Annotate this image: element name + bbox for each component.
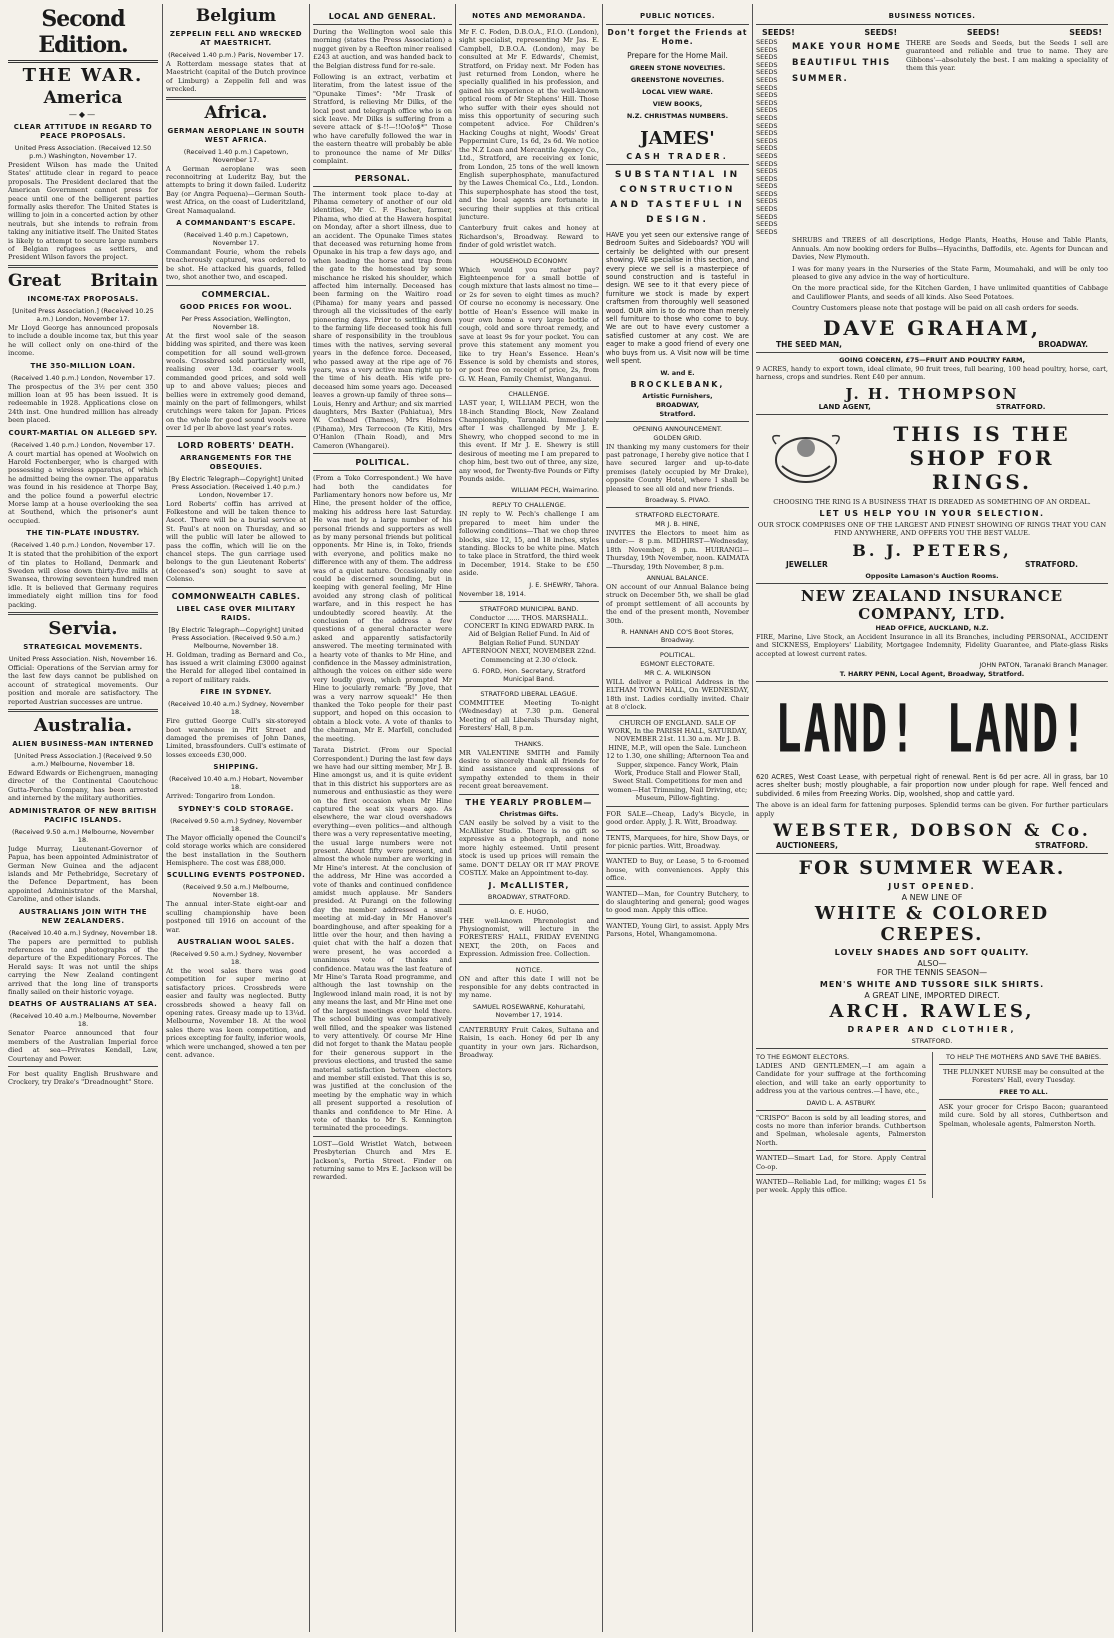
- ad-text: WANTED, Young Girl, to assist. Apply Mrs Parsons, Hotel, Whangamomona.: [606, 921, 749, 939]
- seeds-word: SEEDS: [756, 83, 778, 92]
- ad-line: Opposite Lamason's Auction Rooms.: [865, 571, 999, 580]
- cherub-ring-illustration: [756, 418, 856, 498]
- seeds-word: SEEDS: [756, 182, 778, 191]
- seeds-word: SEEDS: [756, 220, 778, 229]
- servia-heading: Servia.: [48, 618, 118, 640]
- thompson-title: J. H. THOMPSON: [845, 384, 1019, 403]
- section-heading: PUBLIC NOTICES.: [639, 12, 716, 20]
- article-heading: AUSTRALIANS JOIN WITH THE NEW ZEALANDERS.: [18, 907, 148, 925]
- ad-text: The above is an ideal farm for fattening purposes. Splendid terms can be given. For further particulars apply: [756, 801, 1108, 818]
- article-heading: DEATHS OF AUSTRALIANS AT SEA.: [8, 1000, 158, 1009]
- article-text: Commandant Fourie, whom the rebels treacherously captured, was ordered to be shot. He attacked his guards, felled two, shot another two, and escaped.: [166, 248, 306, 282]
- ad-heading: EGMONT ELECTORATE.: [640, 660, 715, 668]
- seeds-word: SEEDS: [756, 91, 778, 100]
- war-heading: THE WAR.: [22, 65, 144, 86]
- edition-title: Second Edition.: [8, 6, 158, 63]
- lost-watch-notice: LOST—Gold Wristlet Watch, between Presbyterian Church and Mrs E. Jackson's, Portia Street. Finder on returning same to Mrs E. Jackson will be rewarded.: [313, 1139, 452, 1182]
- dateline: United Press Association. (Received 12.50 p.m.) Washington, November 17.: [14, 144, 152, 160]
- article-text: Mr F. C. Foden, D.B.O.A., F.I.O. (London), sight specialist, representing Mr Jas. E. Campbell, D.B.O.A. (London), may be consulted at Mr F. Edwards', Chemist, Stratford, on Friday next. Mr Foden has just returned from London, where he specially qualified in his profession, and gained his experience at the well-known optical room of Mr Stephens' Hill. Those who suffer with their eyes should not miss this opportunity of securing such competent advice. For Children's Hacking Coughs at night, Woods' Great Peppermint Cure, 1s 6d, 2s 6d. We notice the N.Z Loan and Mercantile Agency Co., Ltd., Stratford, are receiving ex Ionic, from London, 25 tons of the well known English superphosphate, manufactured by the Lawes Chemical Co., Ltd., London. This superphosphate has stood the test, and the local agents are fortunate in securing their supplies at this critical juncture.: [459, 28, 599, 221]
- ad-text: THE well-known Phrenologist and Physiognomist, will lecture in the FORESTERS' HALL, FRIDAY EVENING NEXT, the 20th, on Faces and Expression. Admission free. Collection.: [459, 916, 599, 959]
- column-rule: [309, 4, 310, 1632]
- ad-heading: OPENING ANNOUNCEMENT.: [632, 424, 723, 433]
- belgium-heading: Belgium: [195, 6, 277, 26]
- ad-text: WANTED—Man, for Country Butchery, to do slaughtering and general; good wages to good man. Apply this office.: [606, 889, 749, 915]
- article-text: The Mayor officially opened the Council's cold storage works which are considered the best installation in the Southern Hemisphere. The cost was £88,000.: [166, 833, 306, 867]
- section-heading: POLITICAL.: [355, 458, 410, 468]
- article-heading: THE 350-MILLION LOAN.: [30, 361, 136, 370]
- ad-signature: Broadway. S. PIVAO.: [645, 495, 710, 504]
- seeds-word: SEEDS: [756, 113, 778, 122]
- ad-line: JEWELLER: [786, 559, 828, 569]
- ad-text: On the more practical side, for the Kitchen Garden, I have unlimited quantities of Cabbage and Cauliflower Plants, and seeds of all kinds. Also Seed Potatoes.: [792, 284, 1108, 301]
- brushware-ad: For best quality English Brushware and Crockery, try Drake's "Dreadnought" Store.: [8, 1070, 158, 1087]
- article-text: Lord Roberts' coffin has arrived at Folkestone and will be taken thence to Ascot. There will be a burial service at St. Paul's at noon on Thursday, and so will the public will later be allowed to pass the coffin, which will lie on the chancel steps. The gun carriage used belongs to the gun Lieutenant Roberts' (deceased's son) sought to save at Colenso.: [166, 499, 306, 584]
- dateline: (Received 9.50 a.m.) Melbourne, November 18.: [182, 883, 290, 900]
- section-heading: BUSINESS NOTICES.: [888, 12, 976, 20]
- ad-subheading: CASH TRADER.: [626, 152, 729, 161]
- section-heading: COMMERCIAL.: [201, 289, 271, 299]
- seeds-header: SEEDS!: [1069, 28, 1102, 37]
- article-text: The papers are permitted to publish references to and photographs of the departure of the Expeditionary Forces. The Herald says: It was not until the ships carrying the New Zealand contingent arrived that the long line of transports finally sailed on their historic voyage.: [8, 937, 158, 996]
- seedman-line: [756, 340, 1108, 349]
- ad-heading: TO HELP THE MOTHERS AND SAVE THE BABIES.: [945, 1052, 1102, 1061]
- ad-text: Which would you rather pay? Eighteenpence for a small bottle of cough mixture that lasts almost no time—or 2s for seven to eight times as much? Of course no economy is necessary. One bottle of Hean's Essence will make in your own home a very large bottle of cough, cold and sore throat remedy, and save at least 9s for your pocket. You can prove this statement any moment you like to try Hean's Essence. Hean's Essence is sold by chemists and stores, or post free on receipt of price, 2s, from G. W. Hean, Family Chemist, Wanganui.: [459, 265, 599, 383]
- article-text: Canterbury fruit cakes and honey at Richardson's, Broadway. Reward to finder of gold wristlet watch.: [459, 224, 599, 250]
- column-war-news: [8, 4, 158, 1090]
- dateline: United Press Association. Nish, November 16.: [8, 655, 158, 664]
- ad-signature: R. HANNAH AND CO'S Boot Stores, Broadway.: [621, 628, 734, 644]
- dateline: (Received 1.40 p.m.) Capetown, November 17.: [183, 147, 289, 164]
- dateline: [United Press Association.] (Received 10.25 a.m.) London, November 17.: [12, 306, 154, 323]
- ad-line: MEN'S WHITE AND TUSSORE SILK SHIRTS.: [819, 979, 1045, 989]
- seeds-word: SEEDS: [756, 197, 778, 206]
- bottom-ads-left: [756, 1052, 926, 1198]
- ad-text: MR VALENTINE SMITH and Family desire to sincerely thank all friends for kind assistance and expressions of sympathy extended to them in their recent great bereavement.: [459, 748, 599, 791]
- ad-line: LAND AGENT,: [818, 402, 871, 411]
- rings-ad: [756, 418, 1108, 498]
- article-heading: SYDNEY'S COLD STORAGE.: [178, 804, 294, 813]
- dateline: (Received 1.40 p.m.) Paris, November 17.: [168, 51, 304, 59]
- ad-heading: THANKS.: [514, 739, 544, 748]
- dave-graham-title: DAVE GRAHAM,: [823, 315, 1041, 340]
- seeds-word: SEEDS: [756, 45, 778, 54]
- article-text: President Wilson has made the United States' attitude clear in regard to peace proposals. The President declared that the American Government cannot press for peace until one of the belligerent parties formally asks therefor. The United States is willing to join in a concerted action by other neutrals, but she intends to refrain from taking any initiative itself. The United States is likely to attempt to secure large numbers of Belgian refugees as settlers, and President Wilson favors the project.: [8, 161, 158, 262]
- ad-heading: HOUSEHOLD ECONOMY.: [490, 256, 568, 265]
- seeds-word: SEEDS: [756, 75, 778, 84]
- article-heading: ARRANGEMENTS FOR THE OBSEQUIES.: [180, 453, 292, 471]
- dateline: (Received 1.40 p.m.) London, November 17.: [10, 373, 156, 382]
- ad-text: ASK your grocer for Crispo Bacon; guaranteed mild cure. Sold by all stores, Cuthbertson and Spelman, wholesale agents, Palmerston North.: [939, 1102, 1108, 1128]
- ad-line: STRATFORD.: [911, 1036, 953, 1045]
- ad-signature: G. FORD, Hon. Secretary, Stratford Municipal Band.: [472, 667, 586, 683]
- seeds-header: SEEDS!: [966, 28, 1000, 37]
- column-rule: [162, 4, 163, 1632]
- article-heading: AUSTRALIAN WOOL SALES.: [177, 937, 295, 946]
- ad-text: 9 ACRES, handy to export town, ideal climate, 90 fruit trees, full bearing, 100 head poultry, horse, cart, harness, crops and sundries. Rent £40 per annum.: [756, 364, 1108, 382]
- article-text: (From a Toko Correspondent.) We have had both the candidates for Parliamentary honors now before us, Mr Hine, the present holder of the office, making his address here last Saturday. He was met by a large number of his personal friends and supporters as well as by many personal friends but political opponents. Mr Hine is, in Toko, friends with everyone, and politics make no difference with any of them. The address was of a quiet nature. Occasionally one could be discerned sounding, but in keeping with general feeling, Mr Hine avoided any strong clash of political warfare, and in this respect he has undoubtedly scored heavily. At the conclusion of the address a few questions of a general character were asked and apparently satisfactorily answered. The meeting terminated with a hearty vote of thanks to Mr Hine, and confidence in the Massey administration, although the voices on either side were very loudly given, which prompted Mr Hine to jocularly remark: "By Jove, that was a very narrow squeak!" He then thanked the Toko people for their past support, and hoped on this occasion to obtain a block vote. A vote of thanks to the chairman, Mr E. Marfell, concluded the meeting.: [313, 474, 452, 743]
- article-heading: GERMAN AEROPLANE IN SOUTH WEST AFRICA.: [167, 126, 305, 144]
- section-heading: LORD ROBERTS' DEATH.: [177, 440, 295, 450]
- ad-line: Stratford.: [659, 409, 696, 418]
- ad-line: AUCTIONEERS,: [776, 840, 838, 850]
- cherub-ring-icon: [764, 426, 848, 490]
- auctioneers-line: [756, 841, 1108, 850]
- ad-subheading: HEAD OFFICE, AUCKLAND, N.Z.: [875, 623, 989, 632]
- dateline: (Received 10.40 a.m.) Melbourne, November 18.: [9, 1012, 157, 1029]
- article-text: The interment took place to-day at Pihama cemetery of another of our old identities, Mr C. F. Fischer, farmer, Pihama, who died at the Hawera hospital on Monday, after a short illness, due to an accident. The Opunake Times states that deceased was returning home from Opunake in his trap a few days ago, and when leading the horse and trap from the gate to the homestead by some mischance he risked his shoulder, which affected him internally. Deceased has been farming on the Waitiro road (Pihama) for many years and passed through all the vicissitudes of the early pioneering days. Prior to settling down to the farming life deceased took his full share of responsibility in the troublous times with the natives, serving several years in the defence force. Deceased, who passed away at the ripe age of 76 years, was a very active man right up to the time of his death. His wife pre-deceased him some years ago. Deceased leaves a grown-up family of three sons—Louis, Henry and Arthur; and six married daughters, Mrs Baxter (Pahiatua), Mrs W. Coxhead (Thames), Mrs Holmes (Pihama), Mrs Terrecoon (Te Kiti), Mrs O'Hanlon (Thain Road), and Mrs Cameron (Whangarei).: [313, 189, 452, 450]
- ad-subheading: MR C. A. WILKINSON: [644, 669, 711, 677]
- section-heading: LOCAL AND GENERAL.: [328, 12, 437, 21]
- ad-signature: T. HARRY PENN, Local Agent, Broadway, Stratford.: [839, 669, 1025, 678]
- ad-line: GREEN STONE NOVELTIES.: [629, 64, 726, 72]
- ad-text: IN thanking my many customers for their past patronage, I hereby give notice that I have secured larger and up-to-date premises (lately occupied by Mr Drake), opposite County Hotel, where I shall be pleased to see all old and new friends.: [606, 442, 749, 493]
- ad-text: LAST year, I, WILLIAM PECH, won the 18-inch Standing Block, New Zealand Championship, Taranaki. Immediately after I was challenged by Mr J. E. Shewry, who chopped second to me in this event. If Mr J. E. Shewry is still desirous of meeting me I am prepared to chop him, best two out of three, any size, any wood, for Twenty-five Pounds or Fifty Pounds aside.: [459, 399, 599, 483]
- seeds-slogan: [788, 39, 906, 236]
- seeds-word: SEEDS: [756, 60, 778, 69]
- article-heading: ZEPPELIN FELL AND WRECKED AT MAESTRICHT.: [169, 30, 303, 47]
- ad-signature: DAVID L. A. ASTBURY.: [806, 1098, 876, 1107]
- dateline: (Received 1.40 p.m.) Capetown, November 17.: [183, 231, 289, 248]
- article-heading: LIBEL CASE OVER MILITARY RAIDS.: [176, 604, 296, 622]
- article-heading: ALIEN BUSINESS-MAN INTERNED: [12, 740, 154, 749]
- seeds-word: SEEDS: [756, 121, 778, 130]
- article-text: Tarata District. (From our Special Correspondent.) During the last few days we have had our sitting member, Mr J. B. Hine amongst us, and it is quite evident that in this district his supporters are as numerous and enthusiastic as they were on the first occasion when Mr Hine captured the seat six years ago. As elsewhere, the war cloud overshadows everything—even politics—and although there was a very representative meeting, the usual large numbers were not present. About fifty were present, and almost the whole number are working in Mr Hine's interest. At the conclusion of the address, Mr Hine was accorded a vote of thanks and continued confidence amidst much applause. Mr Sanders presided. At Purangi on the following day the member addressed a small meeting at mid-day in Mr Hanover's boardinghouse, and after speaking for a little over the hour, and then having a quiet chat with the half a dozen that were present, he was accorded a unanimous vote of thanks and confidence. Matau was the last feature of Mr Hine's Tarata Road programme, and although the last township on the Inglewood inland main road, it is not by any means the last, and Mr Hine met one of the largest meetings ever held there. The school building was comparatively well filled, and the speaker was listened to very attentively. Of course Mr Hine did not forget to thank the Matau people for their generous support in the previous elections, and trusted the same material satisfaction between electors and member still existed. That this is so, was justified at the conclusion of the meeting by the emphatic way in which all present supported a resolution of thanks and confidence to Mr Hine. A vote of thanks to Mr S. Kennington terminated the proceedings.: [313, 746, 452, 1133]
- section-heading: PERSONAL.: [354, 173, 411, 183]
- webster-title: WEBSTER, DOBSON & Co.: [773, 820, 1091, 841]
- ad-heading: Don't forget the Friends at Home.: [607, 28, 748, 46]
- bottom-ads-right: [939, 1052, 1108, 1198]
- ad-text: ON and after this date I will not be responsible for any debts contracted in my name.: [459, 974, 599, 1000]
- dateline: (Received 10.40 a.m.) Hobart, November 18.: [168, 775, 304, 792]
- seeds-word: SEEDS: [756, 189, 778, 198]
- ad-line: DRAPER AND CLOTHIER,: [847, 1024, 1017, 1034]
- ad-signature: SAMUEL ROSEWARNE, Kohuratahi, November 17, 1914.: [472, 1002, 586, 1019]
- article-heading: A COMMANDANT'S ESCAPE.: [176, 219, 296, 228]
- ad-signature: J. McALLISTER,: [488, 880, 570, 890]
- seeds-text: [906, 39, 1108, 236]
- ad-line: LOCAL VIEW WARE.: [642, 88, 713, 96]
- ad-signature: BROCKLEBANK,: [630, 379, 725, 389]
- ad-text: IN reply to W. Pech's challenge I am prepared to meet him under the following conditions—That we chop three blocks, size 12, 15, and 18 inches, styles standing. Blocks to be white pine. Match to take place in Stratford, the third week in December, 1914. Stake to be £50 aside.: [459, 510, 599, 578]
- ad-heading: ANNUAL BALANCE.: [646, 573, 709, 582]
- article-heading: THE TIN-PLATE INDUSTRY.: [26, 529, 140, 538]
- ad-text: CANTERBURY Fruit Cakes, Sultana and Raisin, 1s each. Honey 6d per lb any quantity in your own jars. Richardson, Broadway.: [459, 1025, 599, 1059]
- rings-line: THIS IS THE: [893, 421, 1071, 446]
- article-text: A Rotterdam message states that at Maestricht (capital of the Dutch province of Limburg) a Zeppelin fell and was wrecked.: [166, 60, 306, 94]
- article-text: Senator Pearce announced that four members of the Australian Imperial force died at sea—Privates Kendall, Law, Courtenay and Power.: [8, 1029, 158, 1063]
- article-text: It is stated that the prohibition of the export of tin plates to Holland, Denmark and Sweden will close down thirty-five mills at Swansea, throwing seventeen hundred men idle. It is believed that Germany requires immediately eight million tins for food packing.: [8, 550, 158, 609]
- seeds-word: SEEDS: [756, 151, 778, 160]
- summer-title: FOR SUMMER WEAR.: [798, 856, 1066, 879]
- article-heading: SHIPPING.: [213, 763, 259, 772]
- ad-subheading: Christmas Gifts.: [499, 809, 559, 818]
- ad-line: FREE TO ALL.: [999, 1087, 1048, 1096]
- ad-line: THE SEED MAN,: [776, 339, 843, 349]
- ad-heading: POLITICAL.: [659, 651, 696, 659]
- great-britain-heading: Great Britain: [8, 270, 158, 291]
- article-text: The prospectus of the 3½ per cent 350 million loan at 95 has been issued. It is redeemable in 1928. Applications close on 24th inst. One hundred million has already been placed.: [8, 382, 158, 425]
- ad-line: STRATFORD.: [1035, 840, 1088, 850]
- ad-signature: WILLIAM PECH, Waimarino.: [511, 486, 599, 495]
- dateline: (Received 1.40 p.m.) London, November 17.: [10, 440, 156, 449]
- article-heading: SCULLING EVENTS POSTPONED.: [166, 871, 306, 880]
- column-rule: [752, 4, 753, 1632]
- dateline: (Received 10.40 a.m.) Sydney, November 18.: [168, 700, 304, 717]
- dateline: (Received 1.40 p.m.) London, November 17.: [10, 541, 156, 550]
- seeds-word: SEEDS: [756, 106, 778, 115]
- ad-text: COMMITTEE Meeting To-night (Wednesday) at 7.30 p.m. General Meeting of all Liberals Thursday night, Foresters' Hall, 8 p.m.: [459, 699, 599, 733]
- seeds-word: SEEDS: [756, 98, 778, 107]
- seeds-header: SEEDS!: [864, 28, 898, 37]
- ad-signature: J. E. SHEWRY, Tahora.: [529, 580, 599, 589]
- article-text: Following is an extract, verbatim et literatim, from the latest issue of the "Opunake Times": "Mr Trask of Stratford, is relieving Mr Dilks, of the local post and telegraph office who is on sick leave. Mr Dilks is suffering from a severe attack of $-!!—!!Oo!o$*" Those who have carefully followed the war in the eastern theatre will probably be able to pronounce the name of Mr Dilks' complaint.: [313, 73, 452, 166]
- seeds-word: SEEDS: [756, 144, 778, 153]
- ad-text: CHOOSING THE RING IS A BUSINESS THAT IS DREADED AS SOMETHING OF AN ORDEAL.: [773, 497, 1091, 506]
- dateline: (Received 9.50 a.m.) Melbourne, November 18.: [11, 827, 155, 844]
- column-business-notices: [756, 4, 1108, 1198]
- dateline: (Received 9.50 a.m.) Sydney, November 18.: [170, 816, 302, 833]
- rings-title: [856, 422, 1108, 494]
- ad-text: CAN easily be solved by a visit to the McAllister Studio. There is no gift so expressive as a photograph, and none more highly esteemed. Until present stock is used up prices will remain the same. DON'T DELAY OR IT MAY PROVE COSTLY. Make an Appointment to-day.: [459, 818, 599, 878]
- land-title: LAND! LAND!: [775, 691, 1089, 768]
- ad-text: "CRISPO" Bacon is sold by all leading stores, and costs no more than inferior brands. Cuthbertson and Spelman, wholesale agents, Palmerston North.: [756, 1113, 926, 1147]
- seeds-list: [756, 39, 788, 236]
- ad-text: OUR STOCK COMPRISES ONE OF THE LARGEST AND FINEST SHOWING OF RINGS THAT YOU CAN FIND ANYWHERE, AND OFFERS YOU THE BEST VALUE.: [757, 520, 1107, 538]
- column-rule: [602, 4, 603, 1632]
- seeds-word: SEEDS: [756, 167, 778, 176]
- australia-heading: Australia.: [33, 715, 133, 737]
- article-heading: GOOD PRICES FOR WOOL.: [179, 302, 293, 311]
- section-heading: COMMONWEALTH CABLES.: [171, 591, 301, 601]
- ad-text: FOR SALE—Cheap, Lady's Bicycle, in good order. Apply, J. R. Witt, Broadway.: [606, 809, 749, 827]
- ad-line: A GREAT LINE, IMPORTED DIRECT.: [864, 990, 1000, 1000]
- ad-heading: SUBSTANTIAL IN CONSTRUCTION AND TASTEFUL IN DESIGN.: [610, 170, 745, 225]
- ad-text: Country Customers please note that postage will be paid on all cash orders for seeds.: [792, 304, 1079, 313]
- seeds-header-row: [756, 28, 1108, 37]
- ad-line: LOVELY SHADES AND SOFT QUALITY.: [834, 947, 1030, 957]
- article-text: Mr Lloyd George has announced proposals to include a double income tax, but this year he will collect only on one-third of the income.: [8, 323, 158, 358]
- article-heading: STRATEGICAL MOVEMENTS.: [23, 643, 143, 652]
- ad-text: Conductor ...... THOS. MARSHALL. CONCERT In KING EDWARD PARK. In Aid of Belgian Relief Fund. In Aid of Belgian Relief Fund. SUNDAY AFTERNOON NEXT, NOVEMBER 22nd. Commencing at 2.30 o'clock.: [462, 613, 596, 664]
- ad-line: W. and E.: [660, 368, 695, 377]
- article-text: Arrived: Tongariro from London.: [166, 792, 276, 801]
- article-heading: CLEAR ATTITUDE IN REGARD TO PEACE PROPOSALS.: [13, 123, 153, 140]
- ad-line: BROADWAY,: [655, 400, 700, 409]
- ad-line: N.Z. CHRISTMAS NUMBERS.: [626, 112, 729, 120]
- dateline: [By Electric Telegraph—Copyright] United Press Association. (Received 9.50 a.m.) Melbourne, November 18.: [168, 625, 304, 650]
- seeds-word: SEEDS: [756, 129, 778, 138]
- seeds-details: [792, 236, 1108, 312]
- ad-text: WANTED—Smart Lad, for Store. Apply Central Co-op.: [756, 1154, 926, 1171]
- article-heading: INCOME-TAX PROPOSALS.: [27, 294, 139, 303]
- ad-heading: TO THE EGMONT ELECTORS.: [756, 1052, 850, 1061]
- section-heading: NOTES AND MEMORANDA.: [472, 12, 586, 20]
- ad-text: TENTS, Marquees, for hire, Show Days, or for picnic parties. Witt, Broadway.: [606, 833, 749, 850]
- article-text: At the wool sales there was good competition for super merino at satisfactory prices. Crossbreds were easier and faulty was neglected. Butty crossbreds showed a heavy fall on opening rates. Greasy made up to 13¼d. Melbourne, November 18. At the wool sales there was keen competition, and prices excepting for faulty, inferior wools, which were unchanged, showed a ten per cent. advance.: [166, 966, 306, 1059]
- ad-text: SHRUBS and TREES of all descriptions, Hedge Plants, Heaths, House and Table Plants, Annuals. Am now booking orders for Bulbs—Hyacinths, Daffodils, etc. Agents for Duncan and Davies, New Plymouth.: [792, 236, 1108, 262]
- seeds-header: SEEDS!: [762, 28, 795, 37]
- ornament-divider: —◆—: [68, 110, 98, 119]
- seeds-word: SEEDS: [756, 136, 778, 145]
- dateline: Per Press Association, Wellington, November 18.: [181, 314, 291, 331]
- ad-text: WANTED—Reliable Lad, for milking; wages £1 5s per week. Apply this office.: [756, 1178, 926, 1195]
- article-text: A court martial has opened at Woolwich on Harold Foctenberger, who is charged with possessing a wireless apparatus, of which he admitted being the owner. The apparatus was found in his residence at Thorpe Bay, and the police found a powerful electric Morse lamp at a house overlooking the sea at Southend, which the prisoner's aunt occupied.: [8, 449, 158, 525]
- article-text: Edward Edwards or Eichengruen, managing director of the Continental Caoutchouc Gutta-Percha Company, has been arrested and interned by the military authorities.: [8, 769, 158, 803]
- article-text: H. Goldman, trading as Bernard and Co., has issued a writ claiming £3000 against the Herald for alleged libel contained in a report of military raids.: [166, 650, 306, 684]
- rings-line: SHOP FOR: [909, 445, 1055, 470]
- ad-text: 620 ACRES, West Coast Lease, with perpetual right of renewal. Rent is 6d per acre. All in grass, bar 10 acres shelter bush; mostly ploughable, a fair proportion now under plough for rape. Well fenced and subdivided. 6 miles from Freezing Works. Dip, woolshed, shop and cattle yard.: [756, 772, 1108, 798]
- ad-heading: NOTICE.: [515, 965, 543, 974]
- ad-text: I was for many years in the Nurseries of the State Farm, Moumahaki, and will be only too pleased to give any advice in the way of horticulture.: [792, 264, 1108, 282]
- ad-subheading: LET US HELP YOU IN YOUR SELECTION.: [819, 508, 1045, 518]
- ad-heading: GOING CONCERN, £75—FRUIT AND POULTRY FARM,: [839, 355, 1025, 364]
- article-text: A German aeroplane was seen reconnoitring at Luderitz Bay, but the attempts to bring it down failed. Luderitz Bay (or Angra Pequena)—German South-west Africa, on the coast of Luderitzland, Great Namaqualand.: [166, 164, 306, 215]
- ad-text: FIRE, Marine, Live Stock, an Accident Insurance in all its Branches, including PERSONAL, ACCIDENT and SICKNESS, Employers' Liability, Mortgagee Indemnity, Fidelity Guarantee, and Plate-glass Risks accepted at lowest current rates.: [756, 632, 1108, 658]
- james-title: JAMES': [640, 128, 715, 149]
- seeds-word: SEEDS: [756, 53, 778, 62]
- seeds-word: SEEDS: [756, 227, 778, 236]
- ad-line: Prepare for the Home Mail.: [627, 51, 728, 60]
- seeds-word: SEEDS: [756, 38, 778, 46]
- article-heading: ADMINISTRATOR OF NEW BRITISH PACIFIC ISLANDS.: [9, 806, 157, 824]
- ad-date: November 18, 1914.: [459, 589, 526, 598]
- ad-heading: STRATFORD MUNICIPAL BAND.: [479, 604, 579, 613]
- ad-line: GREENSTONE NOVELTIES.: [630, 76, 725, 84]
- seeds-word: SEEDS: [756, 174, 778, 183]
- ad-line: Artistic Furnishers,: [642, 391, 713, 400]
- ad-text: THERE are Seeds and Seeds, but the Seeds I sell are guaranteed and reliable and true to name. They are Gibbons'—absolutely the best. I am making a speciality of them this year.: [906, 39, 1108, 73]
- article-text: Fire gutted George Cull's six-storeyed boot warehouse in Pitt Street and damaged the premises of John Danes, Limited, brassfounders. Cull's estimate of losses exceeds £30,000.: [166, 717, 306, 759]
- article-text: At the first wool sale of the season bidding was spirited, and there was keen competition for all sound well-grown wools. Crossbred sold particularly well, realising over 13d. coarser wools commanded good prices, and sold well up to and above values; pieces and bellies were in extremely good demand, mainly on the part of fellmongers, whilst crutchings were taken for Japan. Prices on the whole for good sound wools were over 1d per lb above last year's rates.: [166, 331, 306, 433]
- article-heading: FIRE IN SYDNEY.: [200, 688, 272, 697]
- dateline: [By Electric Telegraph—Copyright] United Press Association. (Received 1.40 p.m.) London, November 17.: [168, 474, 304, 499]
- rings-line: RINGS.: [931, 469, 1033, 494]
- bottom-ads: [756, 1052, 1108, 1198]
- ad-text: ON account of our Annual Balance being struck on December 5th, we shall be glad of prompt settlement of all accounts by the end of the present month, November 30th.: [606, 582, 749, 625]
- column-local: [313, 4, 452, 1185]
- peters-title: B. J. PETERS,: [852, 540, 1012, 560]
- make-home-slogan: MAKE YOUR HOME BEAUTIFUL THIS SUMMER.: [792, 42, 902, 84]
- rawles-title: ARCH. RAWLES,: [829, 1000, 1035, 1022]
- article-text: During the Wellington wool sale this morning (states the Press Association) a nugget given by a Reefton miner realised £243 at auction, and was handed back to the Belgian distress fund for re-sale.: [313, 28, 452, 70]
- article-text: Official: Operations of the Servian army for the last few days cannot be published on account of strategical movements. Our position and morale are satisfactory. The reported Austrian successes are untrue.: [8, 664, 158, 706]
- ad-heading: CHALLENGE.: [508, 390, 550, 399]
- nzi-title: NEW ZEALAND INSURANCE COMPANY, LTD.: [800, 586, 1064, 623]
- ad-address: BROADWAY, STRATFORD.: [487, 892, 571, 901]
- ad-subheading: JUST OPENED.: [888, 881, 976, 891]
- ad-text: THE PLUNKET NURSE may be consulted at the Foresters' Hall, every Tuesday.: [942, 1067, 1104, 1085]
- land-agent-line: [756, 403, 1108, 411]
- seeds-ad: [756, 39, 1108, 236]
- ad-line: STRATFORD.: [1025, 559, 1078, 569]
- ad-heading: THE YEARLY PROBLEM—: [465, 797, 593, 807]
- ad-heading: REPLY TO CHALLENGE.: [492, 501, 566, 510]
- seeds-word: SEEDS: [756, 212, 778, 221]
- article-text: Judge Murray, Lieutenant-Governor of Papua, has been appointed Administrator of German New Guinea and the adjacent islands and Mr Pethebridge, Secretary of the Defence Department, has been appointed Administrator of the Marshal, Caroline, and other islands.: [8, 844, 158, 904]
- ad-text: LADIES AND GENTLEMEN,—I am again a Candidate for your suffrage at the forthcoming election, and will take an early opportunity to address you at the various centres.—I have, etc.,: [756, 1061, 926, 1096]
- ad-text: WANTED to Buy, or Lease, 5 to 6-roomed house, with conveniences. Apply this office.: [606, 857, 749, 883]
- ad-subheading: GOLDEN GRID.: [653, 433, 702, 442]
- column-cables: [166, 4, 306, 1062]
- ad-line: A NEW LINE OF: [901, 892, 963, 902]
- column-public-notices: [606, 4, 749, 942]
- ad-line: STRATFORD.: [995, 402, 1046, 411]
- ad-text: CHURCH OF ENGLAND. SALE OF WORK, In the PARISH HALL, SATURDAY, NOVEMBER 21st. 11.30 a.m. Mr J. B. HINE, M.P., will open the Sale. Luncheon 12 to 1.30, one shilling; Afternoon Tea and Supper, sixpence. Fancy Work, Plain Work, Produce Stall and Flower Stall, Sweet Stall. Competitions for men and women—Hat Trimming, Nail Driving, etc; Museum, Pillow-fighting.: [606, 718, 749, 803]
- america-heading: America: [43, 88, 123, 108]
- column-rule: [455, 4, 456, 1632]
- seeds-word: SEEDS: [756, 159, 778, 168]
- ad-line: VIEW BOOKS,: [652, 100, 703, 108]
- ad-line: WHITE & COLORED: [814, 902, 1050, 924]
- ad-text: WILL deliver a Political Address in the ELTHAM TOWN HALL, On WEDNESDAY, 18th inst. Ladies cordially invited. Chair at 8 o'clock.: [606, 678, 749, 712]
- article-heading: COURT-MARTIAL ON ALLEGED SPY.: [8, 428, 158, 437]
- dateline: (Received 10.40 a.m.) Sydney, November 18.: [8, 928, 158, 937]
- ad-heading: O. E. HUGO,: [509, 907, 549, 916]
- ad-line: BROADWAY.: [1038, 339, 1088, 349]
- seeds-word: SEEDS: [756, 68, 778, 77]
- ad-heading: STRATFORD ELECTORATE.: [635, 510, 720, 519]
- africa-heading: Africa.: [204, 102, 268, 123]
- ad-signature: JOHN PATON, Taranaki Branch Manager.: [979, 660, 1108, 669]
- ad-heading: STRATFORD LIBERAL LEAGUE.: [480, 690, 578, 698]
- ad-text: HAVE you yet seen our extensive range of Bedroom Suites and Sideboards? YOU will certainly be delighted with our present showing. WE specialise in this section, and every piece we sell is a masterpiece of sound construction and is tasteful in design. WE see to it that every piece of furniture we stock is made by expert craftsmen from thoroughly well seasoned wood. OUR aim is to do more than merely sell furniture to those who come to buy. We are out to have every customer a satisfied customer at any cost. We are eager to make a good friend of every one who buys from us. A Visit now will be time well spent.: [606, 231, 749, 366]
- ad-line: FOR THE TENNIS SEASON—: [876, 967, 988, 977]
- column-rule: [932, 1052, 933, 1198]
- ad-subheading: MR J. B. HINE,: [655, 519, 700, 528]
- ad-line: CREPES.: [880, 923, 984, 945]
- ad-line: ALSO—: [917, 958, 947, 968]
- article-text: The annual inter-State eight-oar and sculling championship have been postponed till 1916 on account of the war.: [166, 900, 306, 934]
- jeweller-line: [756, 560, 1108, 569]
- dateline: (Received 9.50 a.m.) Sydney, November 18.: [170, 949, 302, 966]
- dateline: [United Press Association.] (Received 9.50 a.m.) Melbourne, November 18.: [14, 752, 152, 769]
- seeds-word: SEEDS: [756, 205, 778, 214]
- ad-text: INVITES the Electors to meet him as under:— 8 p.m. MIDHIRST—Wednesday, 18th November, 8 p.m. HUIRANGI—Thursday, 19th November, noon. KAIMATA—Thursday, 19th November, 8 p.m.: [606, 528, 749, 571]
- column-notes: [459, 4, 599, 1062]
